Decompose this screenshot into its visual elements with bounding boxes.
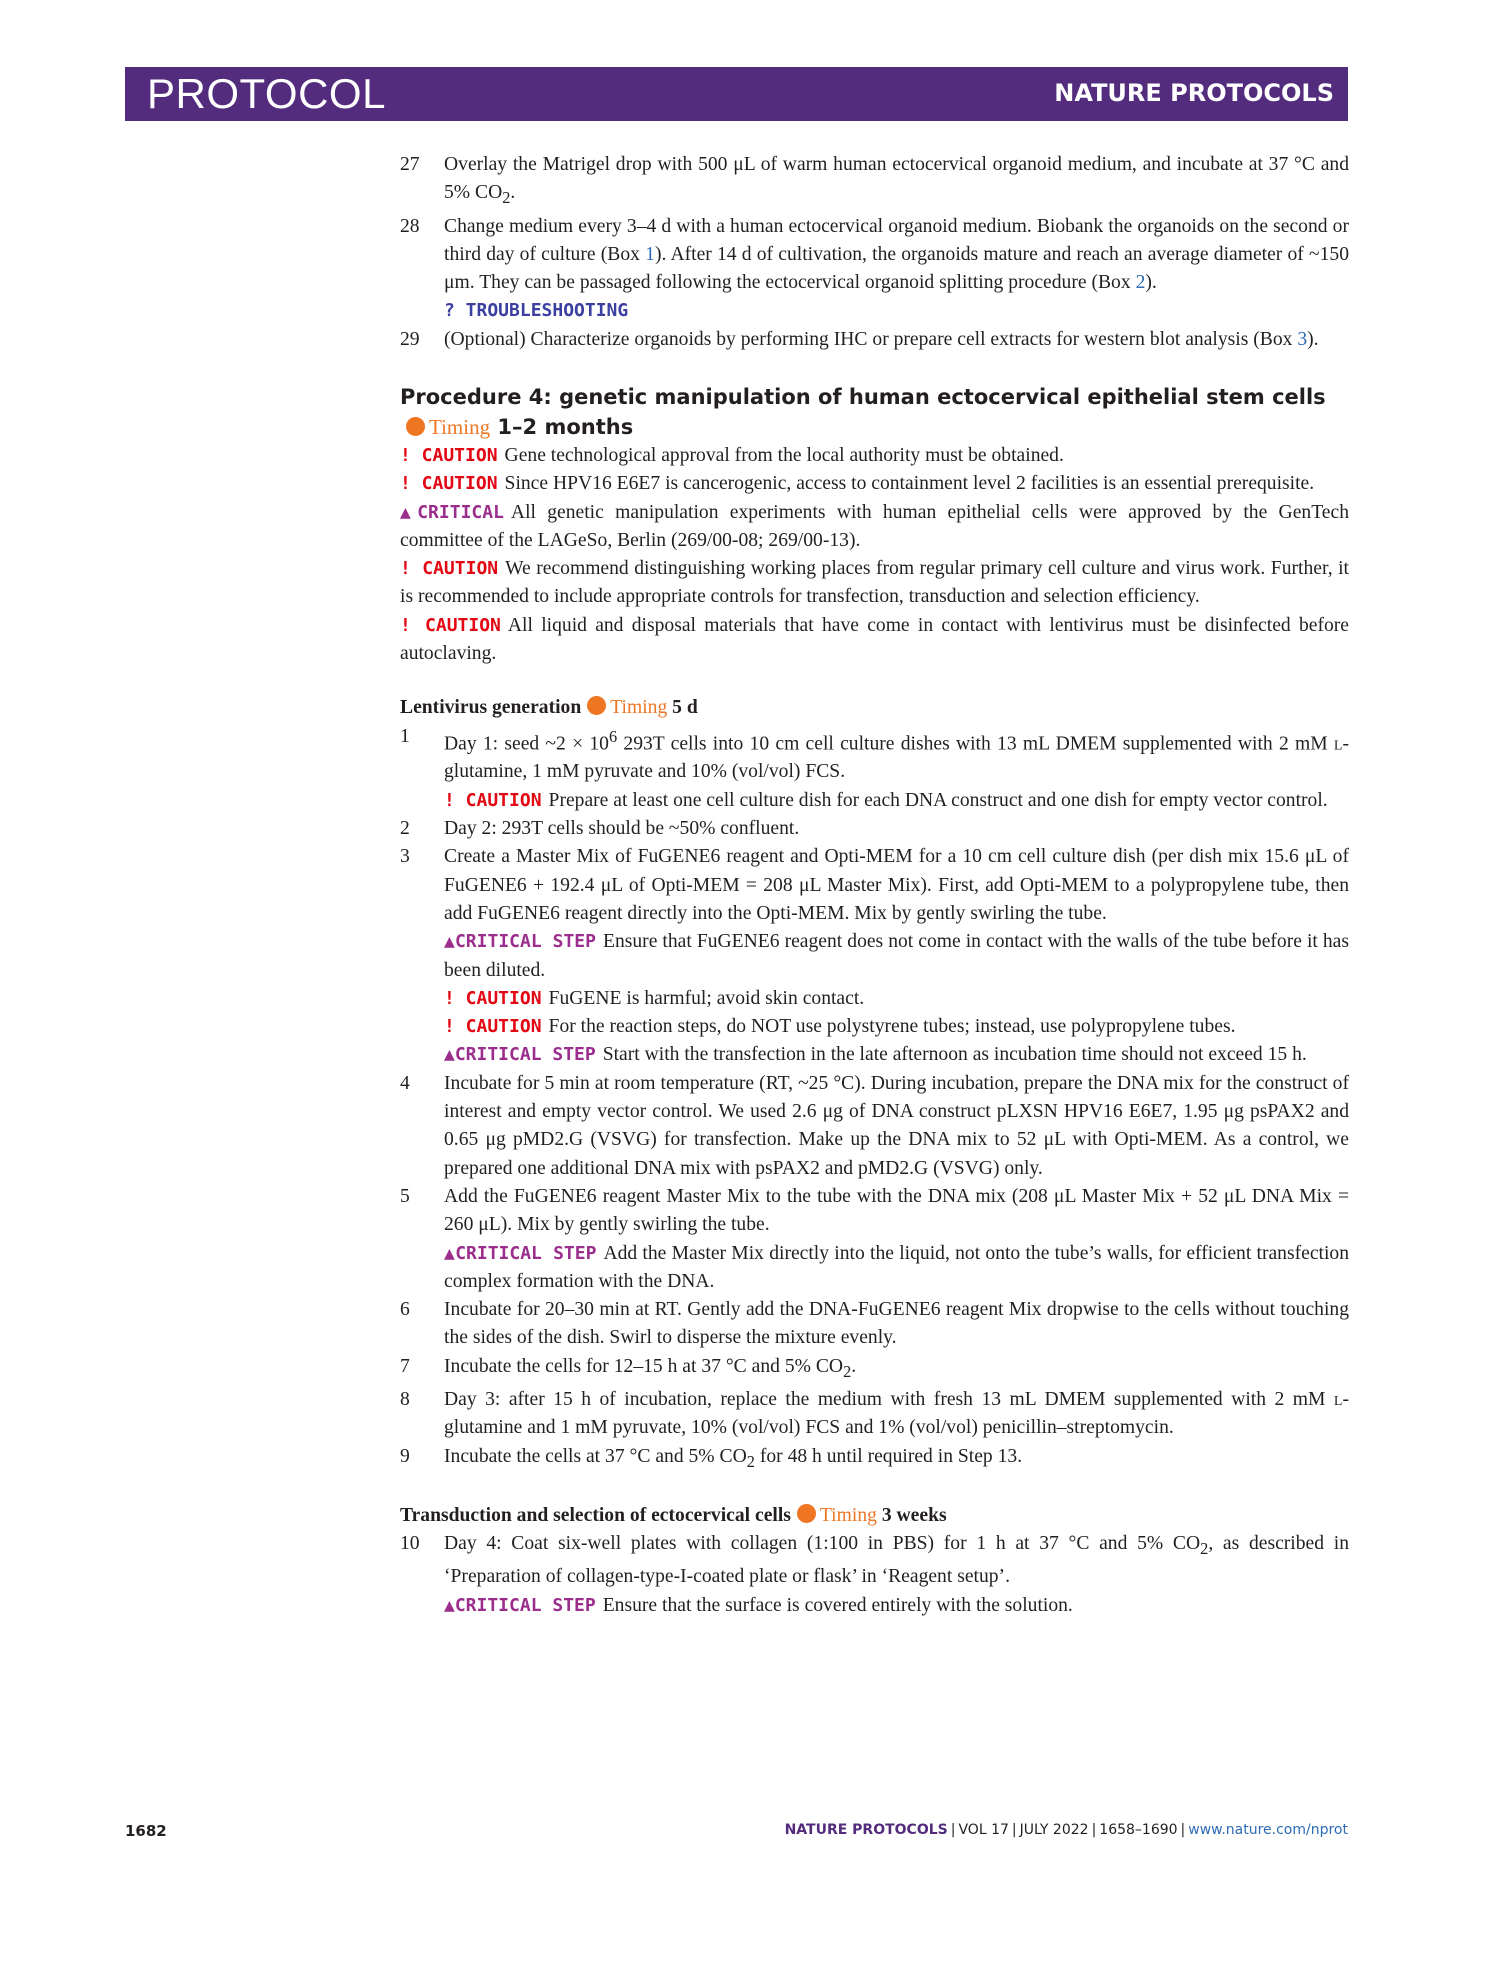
step-text: Incubate the cells at 37 °C and 5% $CO_2$ for 48 h until required in Step 13.: [444, 1445, 1023, 1471]
procedure-step: [400, 151, 1349, 213]
procedure-step: [400, 815, 1349, 843]
step-body: [444, 843, 1349, 1069]
caution-tag: ! CAUTION: [444, 789, 542, 811]
timing-label: Timing: [819, 1504, 877, 1526]
step-number: 27: [400, 154, 420, 175]
critical-note: [444, 1592, 1349, 1620]
footer-pages: 1658–1690: [1099, 1822, 1178, 1838]
procedure-step: [400, 213, 1349, 326]
step-text: Day 3: after 15 h of incubation, replace the medium with fresh 13 mL DMEM supplemented with 2 mM l-glutamine and 1 mM pyruvate, 10% (vol/vol) FCS and 1% (vol/vol) penicillin–streptomycin.: [444, 1388, 1349, 1439]
troubleshooting-link[interactable]: ? TROUBLESHOOTING: [444, 300, 629, 322]
procedure-timing-value: 1–2 months: [497, 414, 634, 439]
footer-url-link[interactable]: www.nature.com/nprot: [1188, 1822, 1348, 1838]
main-column: [400, 151, 1349, 1620]
caution-tag: ! CAUTION: [400, 473, 498, 495]
procedure-step: [400, 1386, 1349, 1443]
caution-tag: ! CAUTION: [400, 558, 499, 580]
step-text: Create a Master Mix of FuGENE6 reagent and Opti-MEM for a 10 cm cell culture dish (per dish mix 15.6 μL of FuGENE6 + 192.4 μL of Opti-MEM = 208 μL Master Mix). First, add Opti-MEM to a polypropylene tube, then add FuGENE6 reagent directly into the Opti-MEM. Mix by gently swirling the tube.: [444, 846, 1349, 924]
note-text: Gene technological approval from the local authority must be obtained.: [504, 444, 1064, 466]
step-text: Day 2: 293T cells should be ~50% confluent.: [444, 818, 800, 840]
step-number: 3: [400, 846, 410, 868]
note-text: FuGENE is harmful; avoid skin contact.: [548, 987, 865, 1009]
step-number: 8: [400, 1388, 410, 1410]
note-text: All liquid and disposal materials that have come in contact with lentivirus must be disinfected before autoclaving.: [400, 614, 1349, 665]
lentivirus-title: [400, 694, 1349, 722]
step-body: [444, 815, 1349, 843]
step-body: [444, 1443, 1349, 1476]
step-number: 9: [400, 1445, 410, 1467]
step-body: [444, 326, 1349, 354]
critical-tag: ▲CRITICAL STEP: [444, 931, 596, 953]
footer-volume: VOL 17: [958, 1822, 1009, 1838]
note-text: We recommend distinguishing working places from regular primary cell culture and virus work. Further, it is recommended to include appropriate controls for transfection, transduction and selection efficiency.: [400, 558, 1349, 608]
footer-date: JULY 2022: [1019, 1822, 1089, 1838]
step-body: [444, 151, 1349, 213]
step-text: Change medium every 3–4 d with a human ectocervical organoid medium. Biobank the organoids on the second or third day of culture (Box 1). After 14 d of cultivation, the organoids mature and reach an average diameter of ~150 μm. They can be passaged following the ectocervical organoid splitting procedure (Box 2).: [444, 215, 1350, 294]
caution-tag: ! CAUTION: [444, 1016, 542, 1038]
transduction-title-text: Transduction and selection of ectocervical cells: [400, 1504, 791, 1526]
note-text: Ensure that the surface is covered entirely with the solution.: [602, 1594, 1073, 1616]
footer-journal: NATURE PROTOCOLS: [784, 1822, 948, 1838]
step-body: [444, 1070, 1349, 1183]
note-text: All genetic manipulation experiments with human epithelial cells were approved by the GenTech committee of the LAGeSo, Berlin (269/00-08; 269/00-13).: [400, 501, 1349, 551]
critical-tag: ▲CRITICAL STEP: [444, 1594, 596, 1616]
procedure-notes: [400, 442, 1349, 668]
header-section-label: PROTOCOL: [147, 70, 386, 117]
procedure-step: [400, 1443, 1349, 1476]
step-number: 29: [400, 328, 420, 350]
caution-note: [400, 470, 1349, 498]
steps-top-list: [400, 151, 1349, 354]
procedure-step: [400, 1530, 1349, 1620]
step-body: [444, 1530, 1349, 1620]
caution-note: [400, 555, 1349, 612]
lentivirus-title-text: Lentivirus generation: [400, 697, 582, 719]
caution-note: [444, 1013, 1349, 1041]
step-number: 4: [400, 1072, 410, 1094]
step-number: 7: [400, 1355, 410, 1377]
lentivirus-steps: [400, 723, 1349, 1476]
critical-note: [444, 1041, 1349, 1069]
step-body: [444, 723, 1349, 815]
caution-tag: ! CAUTION: [400, 444, 498, 466]
procedure-step: [400, 1183, 1349, 1296]
step-number: 10: [400, 1533, 420, 1555]
procedure-title: [400, 382, 1349, 442]
step-text: Add the FuGENE6 reagent Master Mix to the tube with the DNA mix (208 μL Master Mix + 52 μL DNA Mix = 260 μL). Mix by gently swirling the tube.: [444, 1185, 1349, 1236]
timing-label: Timing: [429, 414, 491, 439]
note-text: Since HPV16 E6E7 is cancerogenic, access to containment level 2 facilities is an essential prerequisite.: [504, 473, 1315, 495]
critical-note: [444, 928, 1349, 985]
step-text: Overlay the Matrigel drop with 500 μL of warm human ectocervical organoid medium, and incubate at 37 °C and 5% $CO_2$.: [444, 154, 1349, 208]
transduction-title: [400, 1502, 1349, 1530]
timing-dot-icon: [406, 417, 425, 436]
page-number: 1682: [125, 1822, 167, 1840]
step-body: [444, 1386, 1349, 1443]
procedure-step: [400, 1070, 1349, 1183]
caution-note: [400, 442, 1349, 470]
critical-tag: ▲CRITICAL STEP: [444, 1242, 597, 1264]
caution-note: [444, 787, 1349, 815]
step-body: [444, 1296, 1349, 1353]
note-text: Add the Master Mix directly into the liquid, not onto the tube’s walls, for efficient transfection complex formation with the DNA.: [444, 1242, 1350, 1292]
procedure-step: [400, 1353, 1349, 1386]
header-journal-name: NATURE PROTOCOLS: [1054, 79, 1334, 107]
procedure-step: [400, 326, 1349, 354]
step-body: [444, 1353, 1349, 1386]
step-body: [444, 1183, 1349, 1296]
step-number: 5: [400, 1185, 410, 1207]
transduction-timing-value: 3 weeks: [881, 1504, 947, 1526]
note-text: Prepare at least one cell culture dish for each DNA construct and one dish for empty vector control.: [548, 789, 1328, 811]
critical-tag: ▲CRITICAL: [400, 501, 504, 523]
step-text: (Optional) Characterize organoids by performing IHC or prepare cell extracts for western blot analysis (Box 3).: [444, 328, 1319, 350]
step-text: Incubate for 20–30 min at RT. Gently add the DNA-FuGENE6 reagent Mix dropwise to the cells without touching the sides of the dish. Swirl to disperse the mixture evenly.: [444, 1299, 1349, 1349]
step-number: 1: [400, 725, 410, 747]
procedure-step: [400, 1296, 1349, 1353]
step-text: Day 1: seed ~2 × $10^6$ 293T cells into 10 cm cell culture dishes with 13 mL DMEM supplemented with 2 mM l-glutamine, 1 mM pyruvate and 10% (vol/vol) FCS.: [444, 726, 1350, 783]
note-text: For the reaction steps, do NOT use polystyrene tubes; instead, use polypropylene tubes.: [548, 1016, 1236, 1038]
critical-note: [444, 1240, 1349, 1297]
step-body: [444, 213, 1349, 326]
transduction-steps: [400, 1530, 1349, 1620]
timing-dot-icon: [587, 696, 606, 715]
step-number: 28: [400, 215, 420, 237]
caution-tag: ! CAUTION: [444, 987, 542, 1009]
note-text: Start with the transfection in the late afternoon as incubation time should not exceed 15 h.: [602, 1044, 1307, 1066]
timing-dot-icon: [797, 1504, 816, 1523]
procedure-step: [400, 723, 1349, 815]
header-bar: [125, 67, 1348, 121]
step-number: 6: [400, 1299, 410, 1321]
timing-label: Timing: [610, 697, 668, 719]
procedure-title-text: Procedure 4: genetic manipulation of human ectocervical epithelial stem cells: [400, 384, 1326, 409]
step-text: Incubate for 5 min at room temperature (RT, ~25 °C). During incubation, prepare the DNA mix for the construct of interest and empty vector control. We used 2.6 μg of DNA construct pLXSN HPV16 E6E7, 1.95 μg psPAX2 and 0.65 μg pMD2.G (VSVG) for transfection. Make up the DNA mix to 52 μL with Opti-MEM. As a control, we prepared one additional DNA mix with psPAX2 and pMD2.G (VSVG) only.: [444, 1072, 1349, 1179]
caution-note: [400, 612, 1349, 669]
note-text: Ensure that FuGENE6 reagent does not come in contact with the walls of the tube before it has been diluted.: [444, 931, 1349, 981]
critical-tag: ▲CRITICAL STEP: [444, 1044, 596, 1066]
caution-note: [444, 985, 1349, 1013]
procedure-step: [400, 843, 1349, 1069]
lentivirus-timing-value: 5 d: [672, 697, 698, 719]
step-number: 2: [400, 818, 410, 840]
critical-note: [400, 499, 1349, 556]
caution-tag: ! CAUTION: [400, 614, 501, 636]
footer-citation: NATURE PROTOCOLS | VOL 17 | JULY 2022 | 1658–1690 | www.nature.com/nprot: [784, 1822, 1348, 1838]
step-text: Day 4: Coat six-well plates with collagen (1:100 in PBS) for 1 h at 37 °C and 5% $CO_2$, as described in ‘Preparation of collagen-type-I-coated plate or flask’ in ‘Reagent setup’.: [444, 1533, 1349, 1588]
step-text: Incubate the cells for 12–15 h at 37 °C and 5% $CO_2$.: [444, 1355, 857, 1381]
